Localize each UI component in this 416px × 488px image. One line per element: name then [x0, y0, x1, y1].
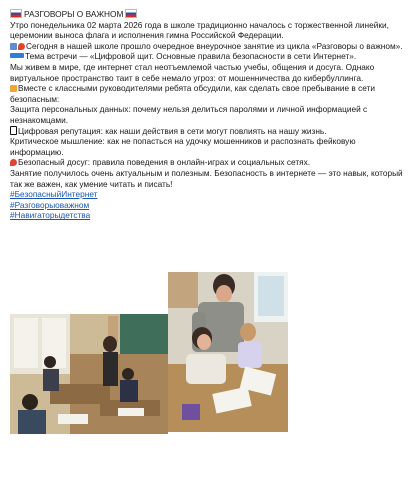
blue-square-icon [10, 53, 24, 58]
point-leisure [10, 157, 408, 168]
conclusion-paragraph: Занятие получилось очень актуальным и полезным. Безопасность в интернете — это навык, который так же важен, как умение читать и писать! [10, 167, 403, 189]
family-icon [10, 85, 17, 92]
hashtag-1[interactable] [10, 189, 408, 200]
classroom-photo [10, 314, 168, 434]
russian-flag-icon [125, 9, 137, 18]
world-paragraph: Мы живем в мире, где интернет стал неотъемлемой частью учебы, общения и досуга. Однако виртуальное пространство таит в себе немало угроз: от мошенничества до кибербуллинга. [10, 61, 375, 83]
classroom-photo-drawing [10, 314, 168, 434]
point-critical: Критическое мышление: как не попасться на удочку мошенников и распознать фейковую информацию. [10, 136, 356, 157]
lesson-photo [168, 272, 288, 432]
intro-paragraph: Утро понедельника 02 марта 2026 года в школе традиционно началось с торжественной линейки, церемонии выноса флага и исполнения гимна Российской Федерации. [10, 19, 389, 41]
point-leisure-text: Безопасный досуг: правила поведения в онлайн-играх и социальных сетях. [18, 157, 311, 168]
post-title-text: РАЗГОВОРЫ О ВАЖНОМ [24, 9, 124, 19]
topic-paragraph [10, 51, 408, 62]
point-reputation-text: Цифровая репутация: как наши действия в сети могут повлиять на нашу жизнь. [18, 125, 327, 136]
hashtag-3[interactable] [10, 210, 408, 221]
hashtag-2[interactable] [10, 200, 408, 211]
point-reputation [10, 126, 408, 137]
discussion-text: Вместе с классными руководителями ребята обсудили, как сделать свое пребывание в сети безопасным: [10, 83, 376, 104]
point-data: Защита персональных данных: почему нельзя делиться паролями и личной информацией с незнакомцами. [10, 104, 368, 125]
lesson-photo-drawing [168, 272, 288, 432]
post-text [10, 9, 408, 221]
hashtag-link[interactable]: #Навигаторыдетства [10, 210, 91, 221]
phone-icon [10, 126, 17, 135]
pushpin-icon [18, 43, 25, 50]
today-text: Сегодня в нашей школе прошло очередное внеурочное занятие из цикла «Разговоры о важном». [26, 40, 403, 51]
today-paragraph [10, 41, 408, 52]
pushpin-icon [10, 159, 17, 166]
topic-text: Тема встречи — «Цифровой щит. Основные правила безопасности в сети Интернет». [25, 51, 357, 62]
book-icon [10, 43, 17, 50]
post-title [10, 9, 408, 20]
hashtag-link[interactable]: #БезопасныйИнтернет [10, 189, 98, 200]
russian-flag-icon [10, 9, 22, 18]
discussion-paragraph [10, 83, 408, 104]
hashtag-link[interactable]: #Разговорыоважном [10, 199, 90, 210]
